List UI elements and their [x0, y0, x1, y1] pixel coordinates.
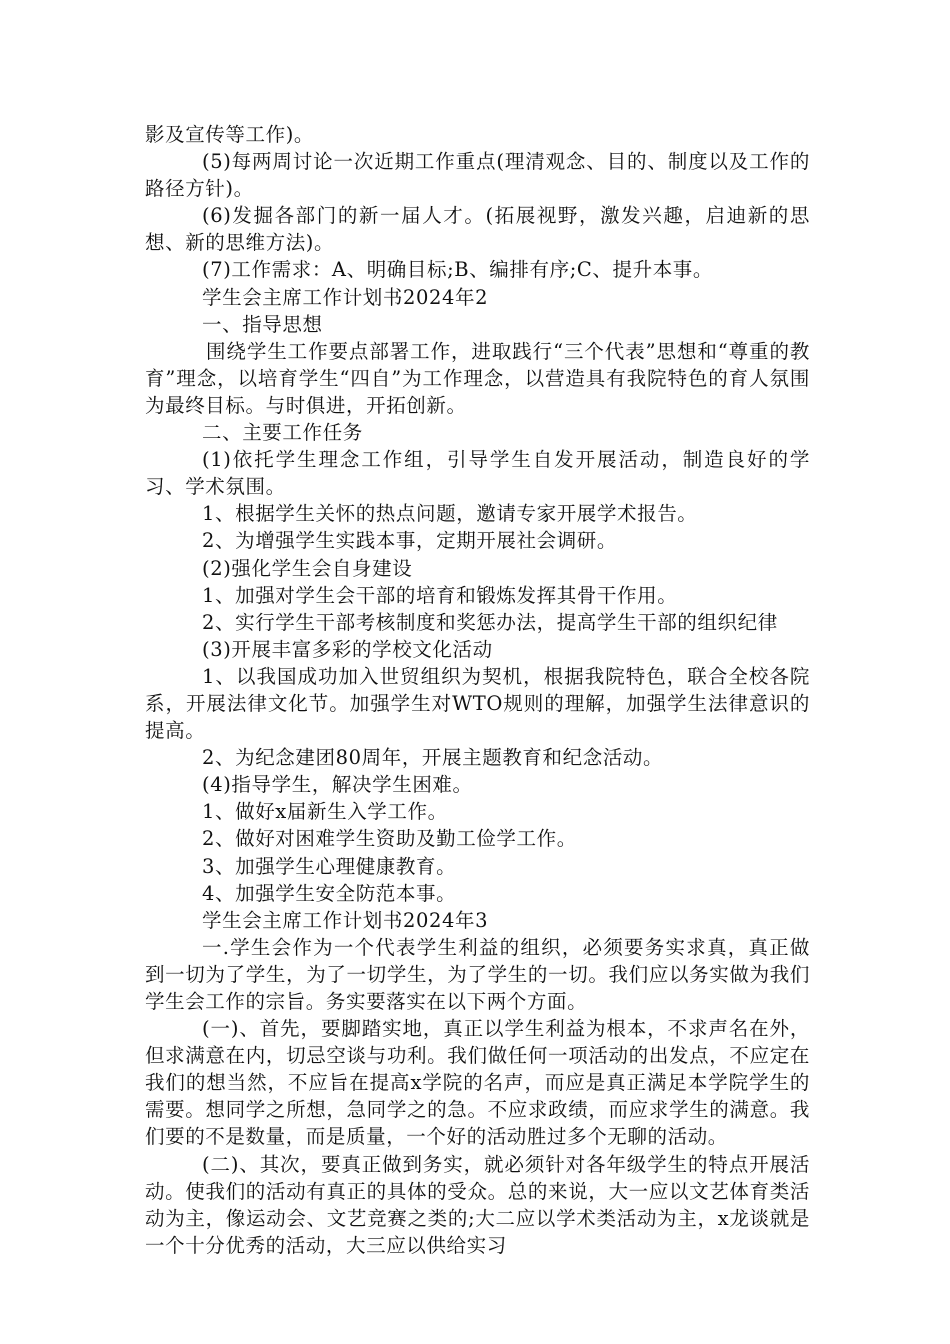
paragraph: (4)指导学生，解决学生困难。 [202, 773, 473, 797]
list-item: 1、以我国成功加入世贸组织为契机，根据我院特色，联合全校各院系，开展法律文化节。加强学生对WTO规则的理解，加强学生法律意识的提高。 [145, 664, 810, 743]
section-heading: 学生会主席工作计划书2024年3 [202, 908, 489, 932]
list-item: 1、加强对学生会干部的培育和锻炼发挥其骨干作用。 [202, 583, 678, 607]
paragraph: (1)依托学生理念工作组，引导学生自发开展活动，制造良好的学习、学术氛围。 [145, 448, 810, 499]
paragraph: (5)每两周讨论一次近期工作重点(理清观念、目的、制度以及工作的路径方针)。 [145, 150, 810, 201]
paragraph: (6)发掘各部门的新一届人才。(拓展视野，激发兴趣，启迪新的思想、新的思维方法)。 [145, 204, 810, 255]
list-item: 3、加强学生心理健康教育。 [202, 854, 457, 878]
list-item: 2、为增强学生实践本事，定期开展社会调研。 [202, 529, 618, 553]
paragraph: 影及宣传等工作)。 [145, 123, 315, 146]
subsection-heading: 一、指导思想 [202, 312, 323, 336]
list-item: 4、加强学生安全防范本事。 [202, 881, 457, 905]
list-item: 2、做好对困难学生资助及勤工俭学工作。 [202, 827, 577, 851]
paragraph: (二)、其次，要真正做到务实，就必须针对各年级学生的特点开展活动。使我们的活动有真正的具体的受众。总的来说，大一应以文艺体育类活动为主，像运动会、文艺竞赛之类的;大二应以学术类活动为主，x龙谈就是一个十分优秀的活动，大三应以供给实习 [145, 1152, 810, 1257]
list-item: 2、实行学生干部考核制度和奖惩办法，提高学生干部的组织纪律 [202, 610, 778, 634]
paragraph: (7)工作需求：A、明确目标;B、编排有序;C、提升本事。 [202, 258, 713, 282]
section-heading: 学生会主席工作计划书2024年2 [202, 285, 489, 309]
list-item: 1、根据学生关怀的热点问题，邀请专家开展学术报告。 [202, 502, 698, 526]
paragraph: (3)开展丰富多彩的学校文化活动 [202, 637, 493, 661]
subsection-heading: 二、主要工作任务 [202, 421, 363, 445]
list-item: 1、做好x届新生入学工作。 [202, 800, 448, 824]
document-body [145, 121, 810, 1259]
paragraph: 围绕学生工作要点部署工作，进取践行“三个代表”思想和“尊重的教育”理念，以培育学生“四自”为工作理念，以营造具有我院特色的育人氛围为最终目标。与时俱进，开拓创新。 [145, 339, 810, 417]
list-item: 2、为纪念建团80周年，开展主题教育和纪念活动。 [202, 746, 664, 770]
paragraph: 一.学生会作为一个代表学生利益的组织，必须要务实求真，真正做到一切为了学生，为了一切学生，为了学生的一切。我们应以务实做为我们学生会工作的宗旨。务实要落实在以下两个方面。 [145, 935, 810, 1013]
paragraph: (2)强化学生会自身建设 [202, 556, 413, 580]
paragraph: (一)、首先，要脚踏实地，真正以学生利益为根本，不求声名在外，但求满意在内，切忌空谈与功利。我们做任何一项活动的出发点，不应定在我们的想当然，不应旨在提高x学院的名声，而应是真正满足本学院学生的需要。想同学之所想，急同学之的急。不应求政绩，而应求学生的满意。我们要的不是数量，而是质量，一个好的活动胜过多个无聊的活动。 [145, 1017, 810, 1149]
